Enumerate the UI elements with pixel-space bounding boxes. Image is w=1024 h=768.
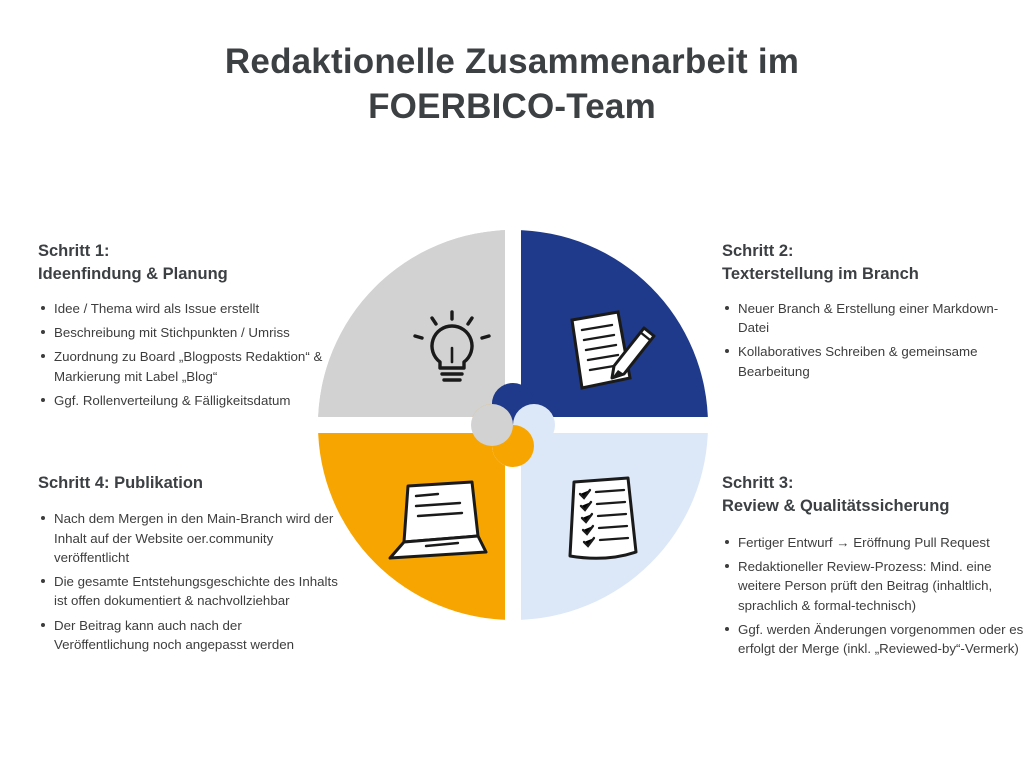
step-1-block xyxy=(38,240,338,415)
step-4-block xyxy=(38,472,338,659)
list-item: Kollaboratives Schreiben & gemeinsame Bearbeitung xyxy=(722,342,1022,381)
step-4-list xyxy=(38,509,338,654)
step-3-list xyxy=(722,533,1024,659)
page-title-line-2: FOERBICO-Team xyxy=(368,86,656,126)
list-item: Der Beitrag kann auch nach der Veröffentlichung noch angepasst werden xyxy=(38,616,338,655)
step-2-list xyxy=(722,299,1022,381)
list-item: Ggf. Rollenverteilung & Fälligkeitsdatum xyxy=(38,391,338,410)
step-4-heading xyxy=(38,472,338,495)
step-3-heading xyxy=(722,472,1024,519)
step-2-block xyxy=(722,240,1022,386)
step-3-heading-line-2: Review & Qualitätssicherung xyxy=(722,497,950,516)
list-item: Die gesamte Entstehungsgeschichte des Inhalts ist offen dokumentiert & nachvollziehbar xyxy=(38,572,338,611)
puzzle-piece-step1 xyxy=(318,230,513,425)
step-2-heading-line-1: Schritt 2: xyxy=(722,242,794,260)
list-item: Nach dem Mergen in den Main-Branch wird der Inhalt auf der Website oer.community veröffentlicht xyxy=(38,509,338,567)
step-1-heading xyxy=(38,240,338,287)
page-title-line-1: Redaktionelle Zusammenarbeit im xyxy=(224,42,800,81)
list-item: Fertiger Entwurf → Eröffnung Pull Request xyxy=(722,533,1024,552)
list-item: Zuordnung zu Board „Blogposts Redaktion“ & Markierung mit Label „Blog“ xyxy=(38,347,338,386)
page-title xyxy=(0,40,1024,130)
list-item: Beschreibung mit Stichpunkten / Umriss xyxy=(38,323,338,342)
step-1-heading-line-1: Schritt 1: xyxy=(38,242,110,260)
puzzle-knob-left xyxy=(471,404,513,446)
step-3-heading-line-1: Schritt 3: xyxy=(722,474,794,492)
step-1-list xyxy=(38,299,338,410)
list-item: Idee / Thema wird als Issue erstellt xyxy=(38,299,338,318)
list-item: Redaktioneller Review-Prozess: Mind. eine weitere Person prüft den Beitrag (inhaltlich, sprachlich & formal-technisch) xyxy=(722,557,1024,615)
step-4-heading-line-1: Schritt 4: Publikation xyxy=(38,474,204,492)
puzzle-diagram xyxy=(318,230,708,620)
step-2-heading xyxy=(722,240,1022,287)
list-item: Ggf. werden Änderungen vorgenommen oder es erfolgt der Merge (inkl. „Reviewed-by“-Vermerk) xyxy=(722,620,1024,659)
step-3-block xyxy=(722,472,1024,663)
step-1-heading-line-2: Ideenfindung & Planung xyxy=(38,265,228,284)
step-2-heading-line-2: Texterstellung im Branch xyxy=(722,265,919,284)
list-item: Neuer Branch & Erstellung einer Markdown-Datei xyxy=(722,299,1022,338)
document-checklist-icon xyxy=(570,478,636,558)
